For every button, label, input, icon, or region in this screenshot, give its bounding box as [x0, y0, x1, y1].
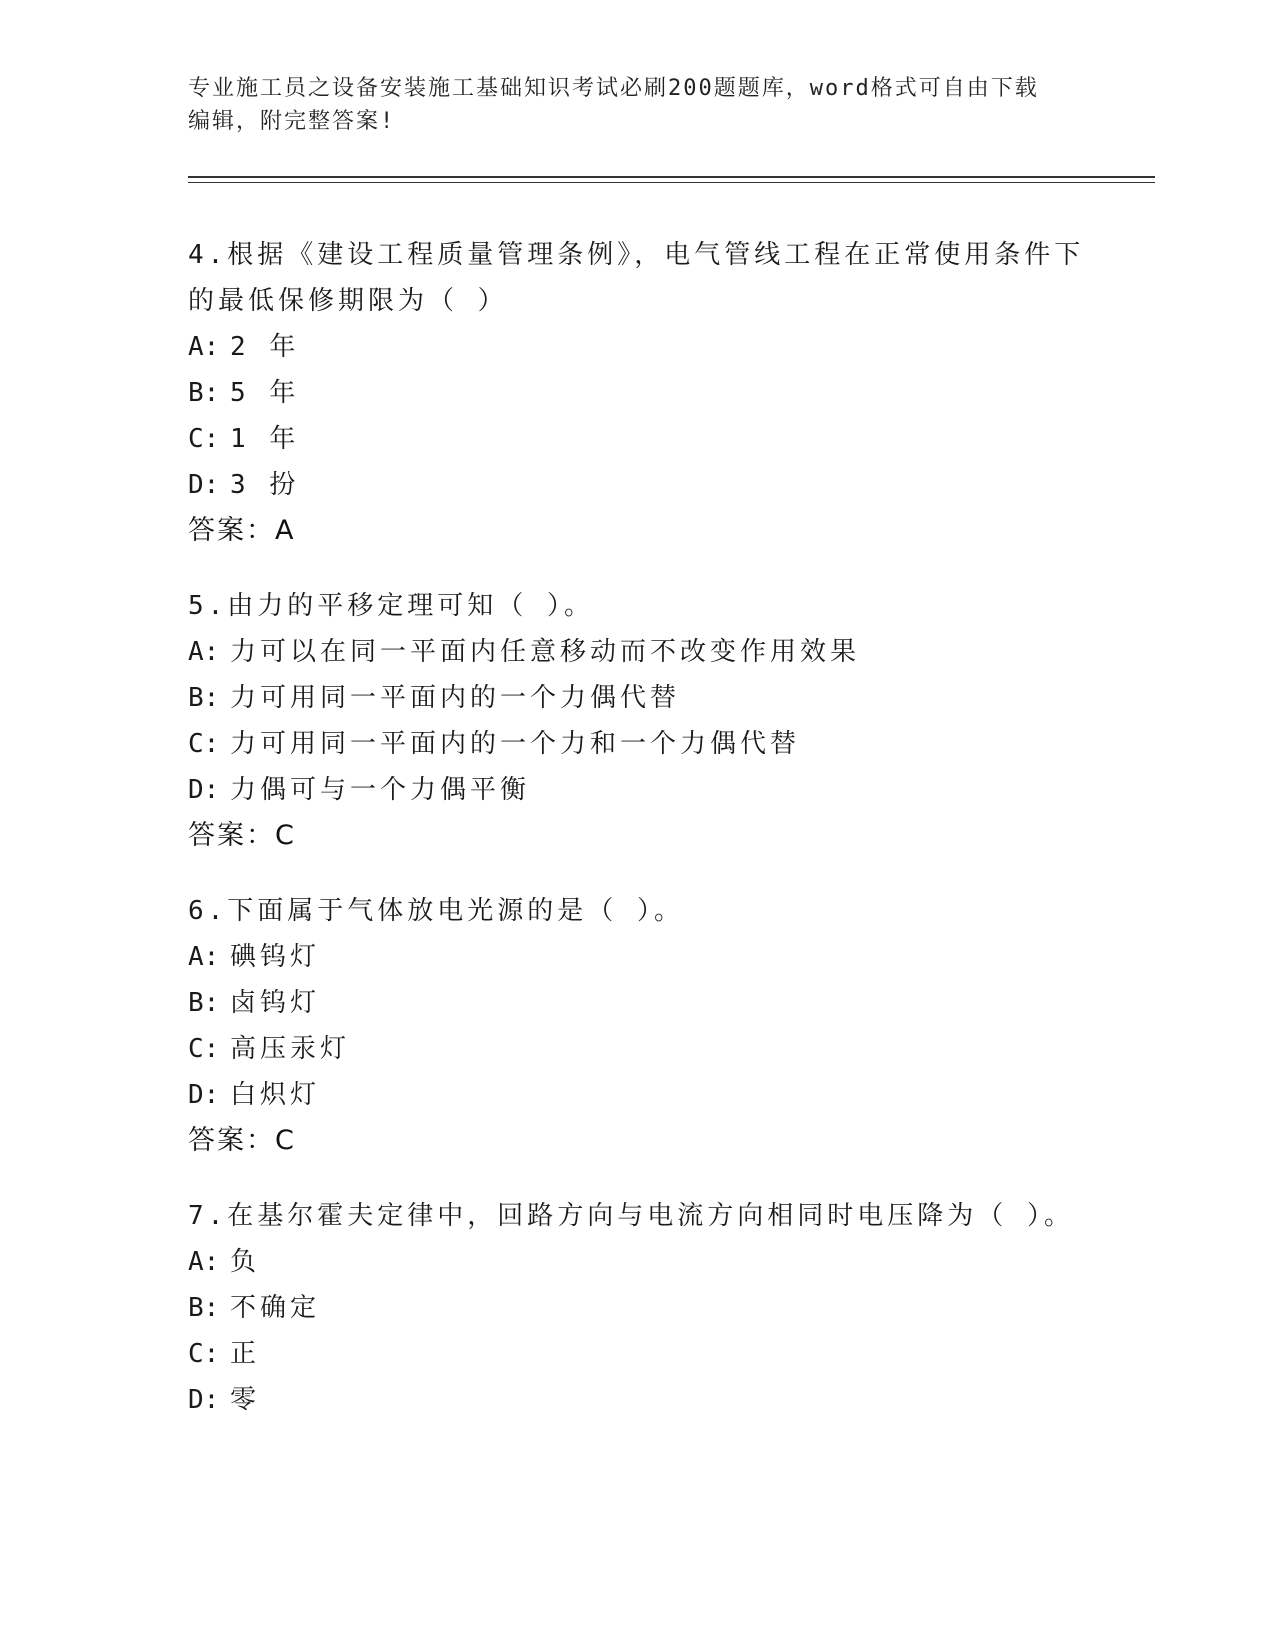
option-label: B: — [188, 683, 220, 713]
option-text: 2 年 — [230, 332, 300, 362]
option-text: 碘钨灯 — [230, 942, 321, 972]
option-label: A: — [188, 332, 220, 362]
option-c — [188, 721, 1088, 767]
option-c — [188, 1026, 1088, 1072]
answer-value: C — [275, 820, 296, 851]
question-7 — [188, 1193, 1088, 1423]
question-stem-line: 的最低保修期限为（ ） — [188, 286, 508, 316]
option-text: 力偶可与一个力偶平衡 — [230, 775, 531, 805]
option-text: 卤钨灯 — [230, 988, 321, 1018]
option-d — [188, 1377, 1088, 1423]
answer-label: 答案： — [188, 820, 275, 851]
option-label: A: — [188, 1247, 220, 1277]
option-b — [188, 1285, 1088, 1331]
option-d — [188, 1072, 1088, 1118]
answer-label: 答案： — [188, 1125, 275, 1156]
option-b — [188, 370, 1088, 416]
option-text: 高压汞灯 — [230, 1034, 351, 1064]
option-label: C: — [188, 424, 220, 454]
option-text: 3 扮 — [230, 470, 300, 500]
option-text: 白炽灯 — [230, 1080, 321, 1110]
option-a — [188, 629, 1088, 675]
option-c — [188, 416, 1088, 462]
option-text: 力可用同一平面内的一个力和一个力偶代替 — [230, 729, 801, 759]
option-d — [188, 767, 1088, 813]
option-text: 零 — [230, 1385, 261, 1415]
option-label: D: — [188, 1385, 220, 1415]
header-divider-thick — [188, 176, 1155, 178]
option-label: B: — [188, 1293, 220, 1323]
option-b — [188, 675, 1088, 721]
answer-line — [188, 813, 1088, 859]
option-text: 1 年 — [230, 424, 300, 454]
option-a — [188, 934, 1088, 980]
option-text: 不确定 — [230, 1293, 321, 1323]
option-text: 正 — [230, 1339, 261, 1369]
option-text: 力可以在同一平面内任意移动而不改变作用效果 — [230, 637, 861, 667]
question-stem-line: 4.根据《建设工程质量管理条例》，电气管线工程在正常使用条件下 — [188, 240, 1085, 270]
question-4 — [188, 232, 1088, 554]
option-label: C: — [188, 729, 220, 759]
header-line-1: 专业施工员之设备安装施工基础知识考试必刷200题题库，word格式可自由下载 — [188, 76, 1039, 101]
header-line-2: 编辑，附完整答案! — [188, 109, 396, 134]
option-a — [188, 324, 1088, 370]
answer-line — [188, 1118, 1088, 1164]
option-label: B: — [188, 988, 220, 1018]
option-label: A: — [188, 637, 220, 667]
question-stem-line: 5.由力的平移定理可知（ ）。 — [188, 591, 594, 621]
answer-value: A — [275, 515, 296, 546]
answer-label: 答案： — [188, 515, 275, 546]
question-5 — [188, 583, 1088, 859]
option-label: D: — [188, 775, 220, 805]
header-divider-thin — [188, 182, 1155, 183]
answer-value: C — [275, 1125, 296, 1156]
option-c — [188, 1331, 1088, 1377]
option-text: 5 年 — [230, 378, 300, 408]
option-label: D: — [188, 470, 220, 500]
document-header — [188, 72, 1088, 138]
answer-line — [188, 508, 1088, 554]
option-label: D: — [188, 1080, 220, 1110]
option-label: A: — [188, 942, 220, 972]
option-label: B: — [188, 378, 220, 408]
option-text: 负 — [230, 1247, 261, 1277]
option-d — [188, 462, 1088, 508]
question-6 — [188, 888, 1088, 1164]
option-b — [188, 980, 1088, 1026]
option-label: C: — [188, 1034, 220, 1064]
option-a — [188, 1239, 1088, 1285]
option-label: C: — [188, 1339, 220, 1369]
option-text: 力可用同一平面内的一个力偶代替 — [230, 683, 681, 713]
question-stem-line: 6.下面属于气体放电光源的是（ ）。 — [188, 896, 684, 926]
question-stem-line: 7.在基尔霍夫定律中，回路方向与电流方向相同时电压降为（ ）。 — [188, 1201, 1074, 1231]
